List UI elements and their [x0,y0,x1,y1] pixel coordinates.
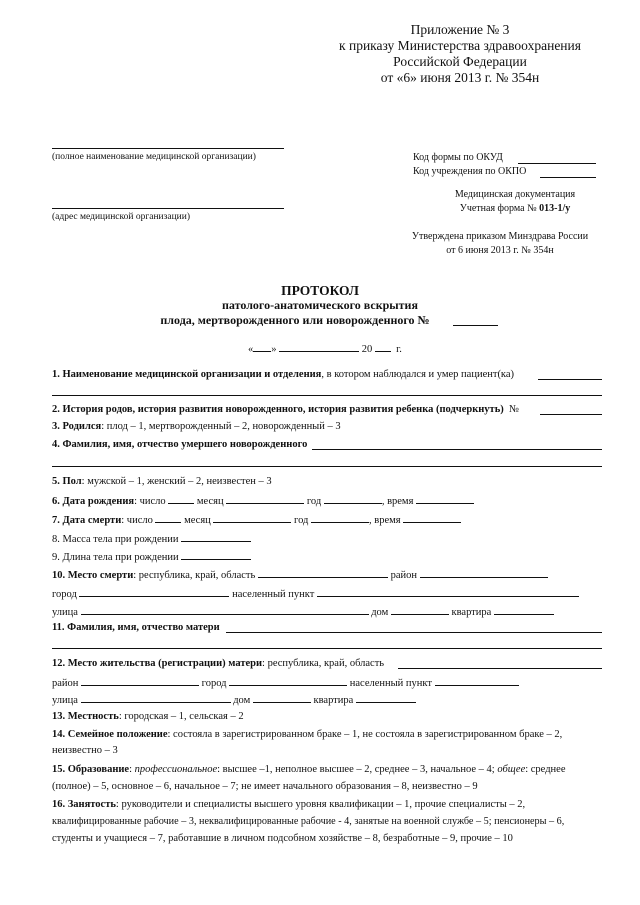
protocol-date: « » 20 г. [248,344,402,355]
residence-house-field[interactable] [253,693,311,703]
item-11-field[interactable] [226,632,602,633]
item-1: 1. Наименование медицинской организации и отделения, в котором наблюдался и умер пациент(ка) [52,369,515,380]
death-apartment-field[interactable] [494,605,554,615]
org-name-caption: (полное наименование медицинской организации) [52,152,256,162]
item-5: 5. Пол: мужской – 1, женский – 2, неизвестен – 3 [52,476,272,487]
day-field[interactable] [253,342,271,352]
org-address-line[interactable] [52,208,284,209]
death-settlement-field[interactable] [317,587,579,597]
item-16-line-3: студенты и учащиеся – 7, работавшие в личном подсобном хозяйстве – 8, безработные – 9, прочие – 10 [52,833,513,844]
birth-month-field[interactable] [226,494,304,504]
residence-apartment-field[interactable] [356,693,416,703]
item-12-line-3: улица дом квартира [52,693,416,706]
appendix-line-2: к приказу Министерства здравоохранения [339,38,581,53]
birth-weight-field[interactable] [181,532,251,542]
item-2-field[interactable] [540,414,602,415]
item-1-line-2[interactable] [52,395,602,396]
med-doc-line-1: Медицинская документация [454,189,576,200]
org-name-line[interactable] [52,148,284,149]
residence-district-field[interactable] [81,676,199,686]
med-doc-line-2: Учетная форма № 013-1/у [459,203,571,214]
protocol-number-field[interactable] [453,325,498,326]
year-field[interactable] [375,342,391,352]
death-time-field[interactable] [403,513,461,523]
item-4-line-2[interactable] [52,466,602,467]
death-city-field[interactable] [79,587,229,597]
birth-length-field[interactable] [181,550,251,560]
org-address-caption: (адрес медицинской организации) [52,212,191,222]
item-11: 11. Фамилия, имя, отчество матери [52,622,220,633]
item-16: 16. Занятость: руководители и специалисты высшего уровня квалификации – 1, прочие специалисты – 2, [52,799,526,810]
item-4: 4. Фамилия, имя, отчество умершего новорожденного [52,439,308,450]
appendix-line-3: Российской Федерации [393,54,527,69]
birth-time-field[interactable] [416,494,474,504]
residence-city-field[interactable] [229,676,347,686]
okpo-field[interactable] [540,177,596,178]
item-4-field[interactable] [312,449,602,450]
item-3: 3. Родился: плод – 1, мертворожденный – 2, новорожденный – 3 [52,421,341,432]
item-10-line-3: улица дом квартира [52,605,554,618]
approved-line-1: Утверждена приказом Минздрава России [411,231,589,242]
birth-year-field[interactable] [324,494,382,504]
item-10: 10. Место смерти: республика, край, область район [52,568,548,581]
item-13: 13. Местность: городская – 1, сельская – 2 [52,711,244,722]
item-7: 7. Дата смерти: число месяц год , время [52,513,461,526]
item-10-line-2: город населенный пункт [52,587,579,600]
death-day-field[interactable] [155,513,181,523]
protocol-subtitle-1: патолого-анатомического вскрытия [222,298,418,312]
residence-street-field[interactable] [81,693,231,703]
item-6: 6. Дата рождения: число месяц год , время [52,494,474,507]
item-15-line-2: (полное) – 5, основное – 6, начальное – 7; не имеет начального образования – 8, неизвестно – 9 [52,781,478,792]
death-region-field[interactable] [258,568,388,578]
item-1-field[interactable] [538,379,602,380]
item-16-line-2: квалифицированные рабочие – 3, неквалифицированные рабочие - 4, занятые на военной службе – 5; пенсионеры – 6, [52,816,565,827]
item-2: 2. История родов, история развития новорожденного, история развития ребенка (подчеркнуть) № [52,404,520,415]
residence-settlement-field[interactable] [435,676,519,686]
item-8: 8. Масса тела при рождении [52,532,251,545]
death-house-field[interactable] [391,605,449,615]
month-field[interactable] [279,342,359,352]
okpo-label: Код учреждения по ОКПО [413,166,527,177]
death-year-field[interactable] [311,513,369,523]
item-14-line-2: неизвестно – 3 [52,745,118,756]
death-district-field[interactable] [420,568,548,578]
protocol-subtitle-2: плода, мертворожденного или новорожденного № [160,313,430,327]
protocol-title: ПРОТОКОЛ [281,283,359,298]
okud-label: Код формы по ОКУД [413,152,503,163]
item-12: 12. Место жительства (регистрации) матери: республика, край, область [52,658,385,669]
item-11-line-2[interactable] [52,648,602,649]
appendix-line-4: от «6» июня 2013 г. № 354н [380,70,540,85]
death-month-field[interactable] [213,513,291,523]
item-14: 14. Семейное положение: состояла в зарегистрированном браке – 1, не состояла в зарегистрированном браке – 2, [52,729,563,740]
death-street-field[interactable] [81,605,369,615]
residence-region-field[interactable] [398,668,602,669]
item-15: 15. Образование: профессиональное: высшее –1, неполное высшее – 2, среднее – 3, начальное – 4; общее: среднее [52,764,566,775]
appendix-line-1: Приложение № 3 [410,22,510,37]
item-9: 9. Длина тела при рождении [52,550,251,563]
okud-field[interactable] [518,163,596,164]
item-12-line-2: район город населенный пункт [52,676,519,689]
approved-line-2: от 6 июня 2013 г. № 354н [446,245,554,256]
birth-day-field[interactable] [168,494,194,504]
